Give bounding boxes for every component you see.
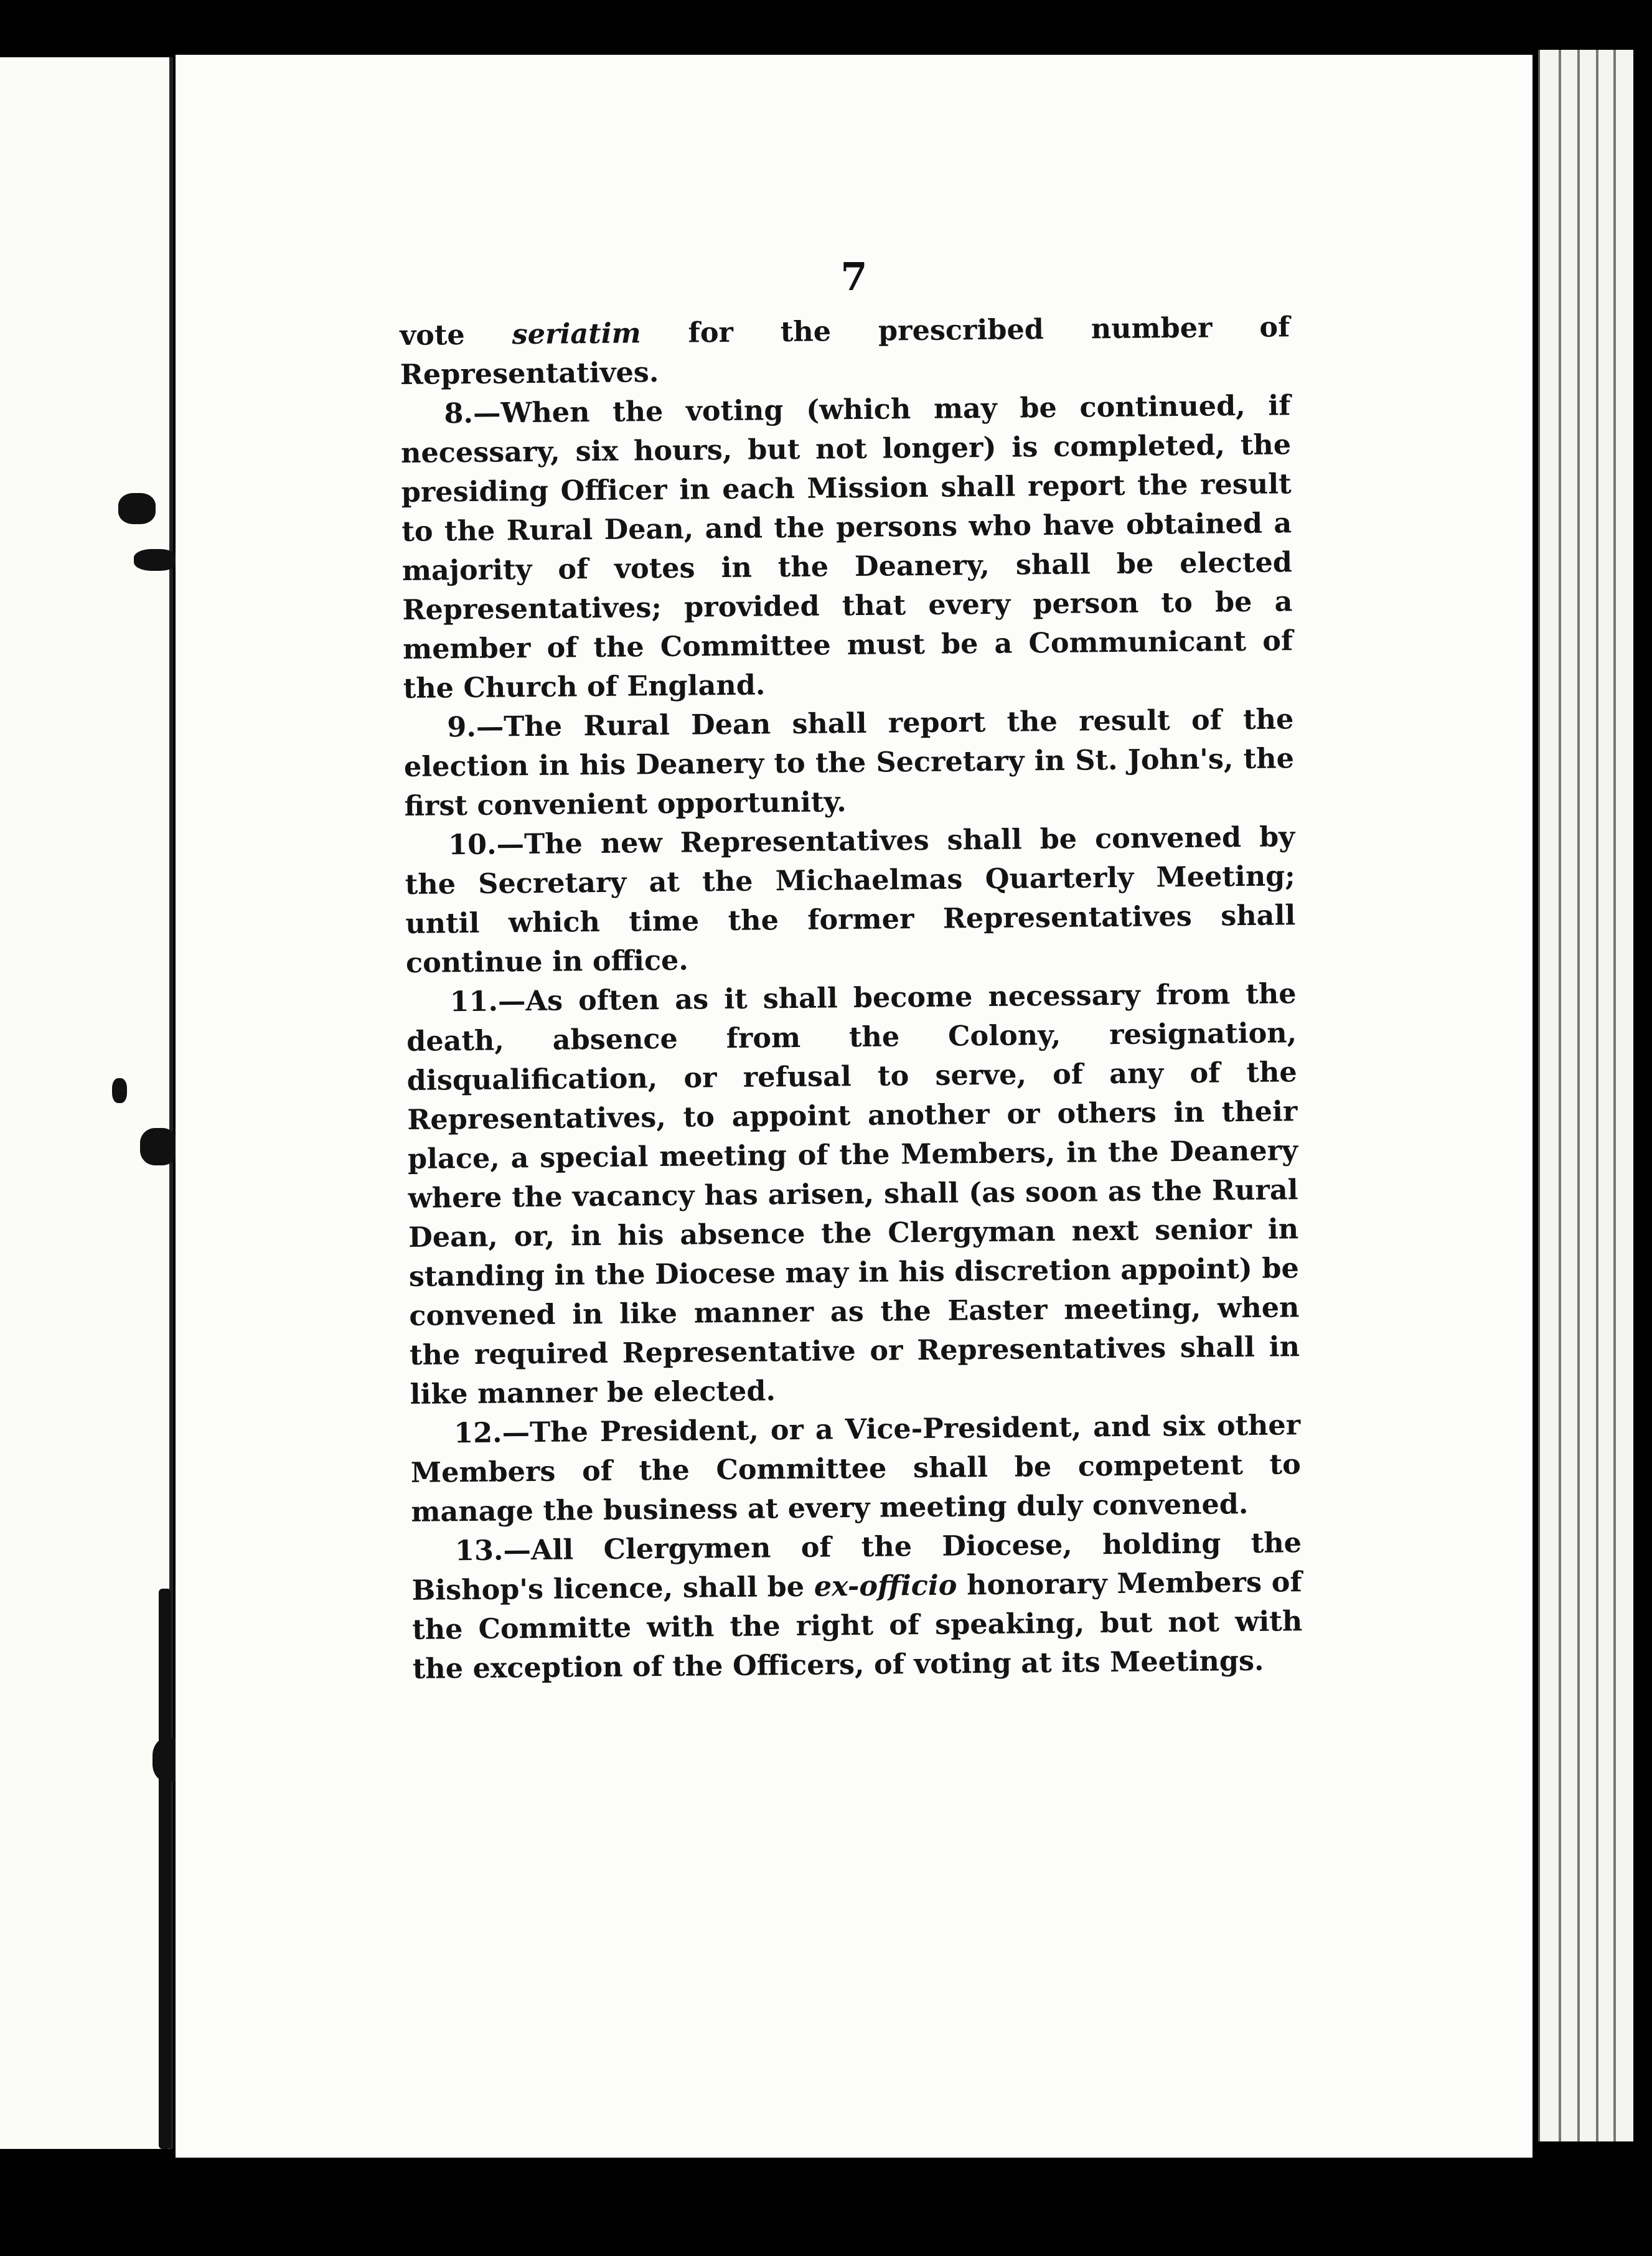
italic-term: seriatim	[512, 317, 641, 351]
paragraph-p-cont	[400, 308, 1290, 395]
text-run: honorary Members of the Committe with the right of speaking, but not with the exception of the Officers, of voting at its Meetings.	[412, 1566, 1303, 1685]
text-run: 13.—All Clergymen of the Diocese, holding the Bishop's licence, shall be	[411, 1526, 1302, 1607]
paragraph-p13	[411, 1523, 1303, 1689]
ink-blot	[140, 1128, 177, 1165]
paragraph-p10	[405, 817, 1296, 983]
page-number: 7	[840, 254, 868, 299]
text-run: 9.—The Rural Dean shall report the result of the election in his Deanery to the Secretary in St. John's, the first convenient opportunity.	[403, 703, 1295, 822]
ink-blot	[134, 549, 177, 571]
ink-blot	[118, 493, 156, 524]
paragraph-p12	[410, 1406, 1302, 1532]
document-page	[176, 55, 1532, 2158]
body-text	[400, 308, 1303, 1689]
paragraph-p9	[403, 700, 1295, 826]
italic-term: ex-officio	[814, 1569, 957, 1603]
previous-page-edge	[0, 57, 173, 2149]
text-run: vote	[400, 318, 512, 352]
ink-blot	[112, 1078, 127, 1103]
text-run: 11.—As often as it shall become necessary from the death, absence from the Colony, resignation, disqualification, or refusal to serve, of any of the Representatives, to appoint another or others in their place, a special meeting of the Members, in the Deanery where the vacancy has arisen, shall (as soon as the Rural Dean, or, in his absence the Clergyman next senior in standing in the Diocese may in his discretion appoint) be convened in like manner as the Easter meeting, when the required Representative or Representatives shall in like manner be elected.	[406, 977, 1300, 1411]
paragraph-p8	[400, 386, 1293, 708]
ink-blot	[159, 1589, 171, 2149]
text-run: for the prescribed number of Representatives.	[400, 311, 1290, 391]
page-stack-edges	[1538, 50, 1633, 2141]
paragraph-p11	[406, 974, 1300, 1414]
text-run: 12.—The President, or a Vice-President, and six other Members of the Committee shall be competent to manage the business at every meeting duly convened.	[410, 1409, 1302, 1528]
text-run: 10.—The new Representatives shall be convened by the Secretary at the Michaelmas Quarterly Meeting; until which time the former Representatives shall continue in office.	[405, 820, 1296, 979]
text-run: 8.—When the voting (which may be continued, if necessary, six hours, but not longer) is completed, the presiding Officer in each Mission shall report the result to the Rural Dean, and the persons who have obtained a majority of votes in the Deanery, shall be elected Representatives; provided that every person to be a member of the Committee must be a Communicant of the Church of England.	[400, 389, 1293, 705]
